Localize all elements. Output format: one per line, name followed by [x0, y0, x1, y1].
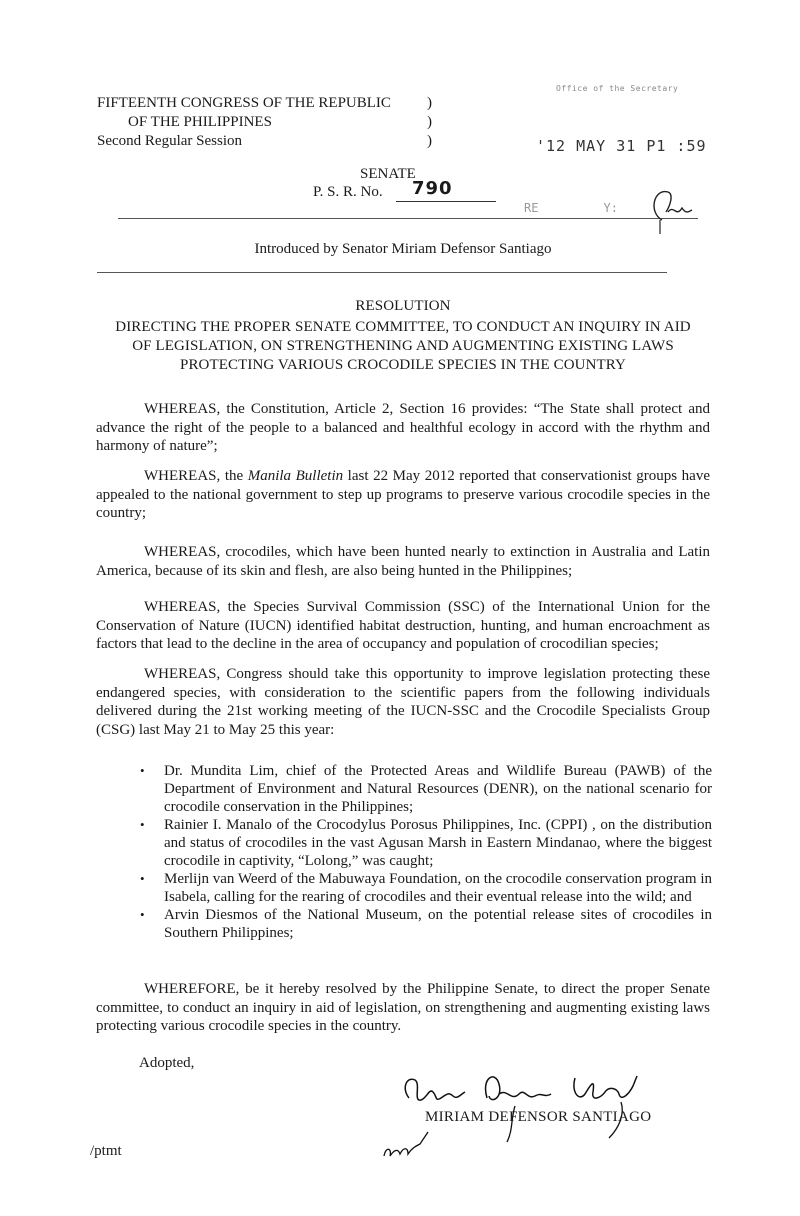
speaker-list [138, 762, 712, 942]
resolution-title-line-2: OF LEGISLATION, ON STRENGTHENING AND AUGMENTING EXISTING LAWS [132, 338, 674, 354]
resolution-title-line-1: DIRECTING THE PROPER SENATE COMMITTEE, TO CONDUCT AN INQUIRY IN AID [115, 319, 691, 335]
whereas-text: WHEREAS, the Species Survival Commission (SSC) of the International Union for the Conservation of Nature (IUCN) identified habitat destruction, hunting, and human encroachment as factors that lead to the decline in the area of occupancy and population of crocodilian species; [96, 599, 710, 652]
header-rule [118, 218, 698, 219]
clerk-initials [378, 1126, 438, 1166]
whereas-paragraph-4 [96, 598, 710, 654]
whereas-text: WHEREAS, Congress should take this opportunity to improve legislation protecting these endangered species, with consideration to the scientific papers from the following individuals delivered during the 21st working meeting of the IUCN-SSC and the Crocodile Specialists Group (CSG) last May 21 to May 25 this year: [96, 666, 710, 738]
congress-line: FIFTEENTH CONGRESS OF THE REPUBLIC [97, 95, 391, 111]
initials-mark [640, 182, 700, 242]
bullet-icon: • [140, 817, 145, 832]
whereas-paragraph-1 [96, 400, 710, 456]
whereas-text: WHEREAS, crocodiles, which have been hunted nearly to extinction in Australia and Latin America, because of its skin and flesh, are also being hunted in the Philippines; [96, 544, 710, 579]
intro-rule [97, 272, 667, 273]
list-item: • Merlijn van Weerd of the Mabuwaya Foundation, on the crocodile conservation program in Isabela, calling for the rearing of crocodiles and their eventual release into the wild; and [140, 871, 712, 905]
introduced-by: Introduced by Senator Miriam Defensor Santiago [254, 241, 552, 257]
list-item: • Rainier I. Manalo of the Crocodylus Porosus Philippines, Inc. (CPPI) , on the distribution and status of crocodiles in the vast Agusan Marsh in Eastern Mindanao, where the biggest crocodile in captivity, “Lolong,” was caught; [140, 817, 712, 869]
paren-1: ) [427, 95, 432, 111]
stamp-received-by: RE Y: [524, 201, 618, 215]
wherefore-paragraph [96, 980, 710, 1036]
publication-name: Manila Bulletin [247, 468, 344, 484]
psr-label: P. S. R. No. [313, 184, 383, 200]
list-item: • Arvin Diesmos of the National Museum, on the potential release sites of crocodiles in Southern Philippines; [140, 907, 712, 941]
psr-number: 790 [412, 178, 453, 199]
whereas-paragraph-5 [96, 665, 710, 739]
bullet-icon: • [140, 871, 145, 886]
signatory-name: MIRIAM DEFENSOR SANTIAGO [425, 1109, 652, 1125]
paren-3: ) [427, 133, 432, 149]
reference-initials: /ptmt [90, 1143, 122, 1159]
stamp-received-time: '12 MAY 31 P1 :59 [536, 137, 707, 155]
psr-underline [396, 201, 496, 202]
whereas-text: WHEREAS, the Constitution, Article 2, Section 16 provides: “The State shall protect and advance the right of the people to a balanced and healthful ecology in accord with the rhythm and harmony of nature”; [96, 401, 710, 454]
whereas-paragraph-3 [96, 543, 710, 580]
whereas-text-post: last 22 May 2012 reported that conservationist groups have appealed to the national government to step up programs to preserve various crocodile species in the country; [96, 468, 710, 521]
stamp-office-line: Office of the Secretary [556, 84, 679, 93]
bullet-icon: • [140, 763, 145, 778]
wherefore-text: WHEREFORE, be it hereby resolved by the Philippine Senate, to direct the proper Senate committee, to conduct an inquiry in aid of legislation, on strengthening and augmenting existing laws protecting various crocodile species in the country. [96, 981, 710, 1034]
session-line: Second Regular Session [97, 133, 242, 149]
resolution-heading: RESOLUTION [355, 298, 451, 314]
bullet-icon: • [140, 907, 145, 922]
whereas-paragraph-2 [96, 467, 710, 523]
country-line: OF THE PHILIPPINES [128, 114, 272, 130]
paren-2: ) [427, 114, 432, 130]
adopted-label: Adopted, [139, 1055, 195, 1071]
list-item: • Dr. Mundita Lim, chief of the Protected Areas and Wildlife Bureau (PAWB) of the Department of Environment and Natural Resources (DENR), on the national scenario for crocodile conservation in the Philippines; [140, 763, 712, 815]
whereas-text-pre: WHEREAS, the [144, 468, 248, 484]
senate-label: SENATE [360, 166, 416, 182]
resolution-title-line-3: PROTECTING VARIOUS CROCODILE SPECIES IN THE COUNTRY [180, 357, 626, 373]
